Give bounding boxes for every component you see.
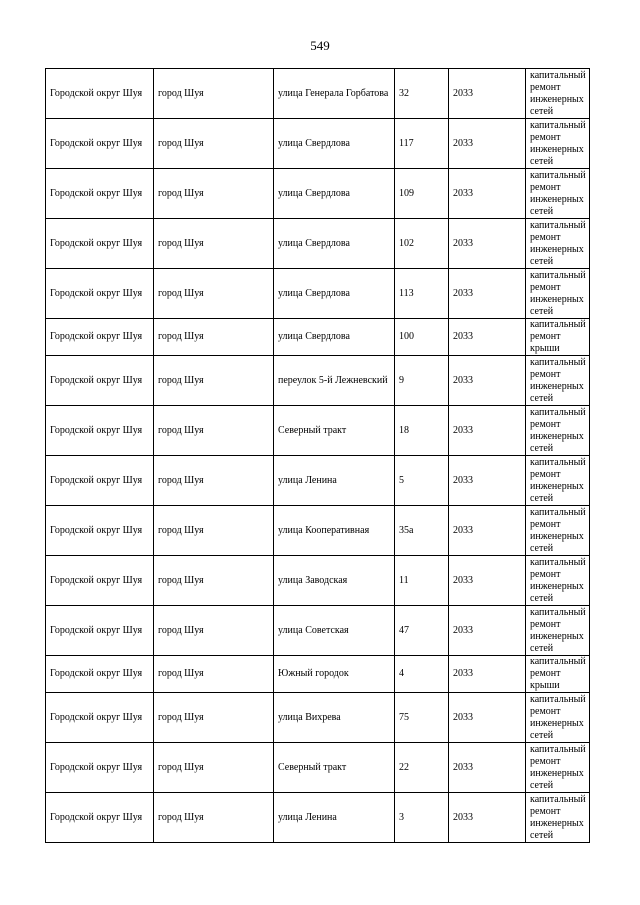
table-row	[46, 456, 590, 506]
work-type-cell: капитальный ремонт инженерных сетей	[526, 793, 590, 843]
district-cell: Городской округ Шуя	[46, 506, 154, 556]
city-cell: город Шуя	[154, 319, 274, 356]
city-cell: город Шуя	[154, 219, 274, 269]
year-cell: 2033	[449, 169, 526, 219]
table-row	[46, 119, 590, 169]
table-row	[46, 606, 590, 656]
city-cell: город Шуя	[154, 356, 274, 406]
district-cell: Городской округ Шуя	[46, 606, 154, 656]
work-type-cell: капитальный ремонт инженерных сетей	[526, 743, 590, 793]
table-row	[46, 406, 590, 456]
table-row	[46, 793, 590, 843]
year-cell: 2033	[449, 219, 526, 269]
district-cell: Городской округ Шуя	[46, 219, 154, 269]
city-cell: город Шуя	[154, 656, 274, 693]
repair-schedule-table	[45, 68, 590, 843]
year-cell: 2033	[449, 656, 526, 693]
street-cell: переулок 5-й Лежневский	[274, 356, 395, 406]
year-cell: 2033	[449, 556, 526, 606]
city-cell: город Шуя	[154, 269, 274, 319]
work-type-cell: капитальный ремонт инженерных сетей	[526, 506, 590, 556]
table-row	[46, 219, 590, 269]
work-type-cell: капитальный ремонт инженерных сетей	[526, 693, 590, 743]
district-cell: Городской округ Шуя	[46, 693, 154, 743]
work-type-cell: капитальный ремонт инженерных сетей	[526, 119, 590, 169]
year-cell: 2033	[449, 693, 526, 743]
year-cell: 2033	[449, 456, 526, 506]
city-cell: город Шуя	[154, 556, 274, 606]
house-cell: 3	[395, 793, 449, 843]
work-type-cell: капитальный ремонт инженерных сетей	[526, 219, 590, 269]
district-cell: Городской округ Шуя	[46, 356, 154, 406]
city-cell: город Шуя	[154, 506, 274, 556]
district-cell: Городской округ Шуя	[46, 743, 154, 793]
house-cell: 22	[395, 743, 449, 793]
street-cell: улица Свердлова	[274, 319, 395, 356]
house-cell: 5	[395, 456, 449, 506]
street-cell: Южный городок	[274, 656, 395, 693]
street-cell: улица Вихрева	[274, 693, 395, 743]
year-cell: 2033	[449, 356, 526, 406]
table-body	[46, 69, 590, 843]
district-cell: Городской округ Шуя	[46, 169, 154, 219]
city-cell: город Шуя	[154, 743, 274, 793]
house-cell: 32	[395, 69, 449, 119]
year-cell: 2033	[449, 606, 526, 656]
year-cell: 2033	[449, 406, 526, 456]
year-cell: 2033	[449, 269, 526, 319]
house-cell: 35а	[395, 506, 449, 556]
city-cell: город Шуя	[154, 119, 274, 169]
district-cell: Городской округ Шуя	[46, 119, 154, 169]
house-cell: 11	[395, 556, 449, 606]
street-cell: улица Советская	[274, 606, 395, 656]
house-cell: 113	[395, 269, 449, 319]
year-cell: 2033	[449, 319, 526, 356]
city-cell: город Шуя	[154, 606, 274, 656]
street-cell: улица Генерала Горбатова	[274, 69, 395, 119]
house-cell: 18	[395, 406, 449, 456]
house-cell: 100	[395, 319, 449, 356]
city-cell: город Шуя	[154, 793, 274, 843]
table-row	[46, 743, 590, 793]
city-cell: город Шуя	[154, 169, 274, 219]
street-cell: улица Свердлова	[274, 219, 395, 269]
work-type-cell: капитальный ремонт инженерных сетей	[526, 456, 590, 506]
work-type-cell: капитальный ремонт инженерных сетей	[526, 606, 590, 656]
table-row	[46, 269, 590, 319]
house-cell: 4	[395, 656, 449, 693]
street-cell: улица Свердлова	[274, 269, 395, 319]
work-type-cell: капитальный ремонт инженерных сетей	[526, 356, 590, 406]
year-cell: 2033	[449, 69, 526, 119]
house-cell: 102	[395, 219, 449, 269]
table-row	[46, 656, 590, 693]
work-type-cell: капитальный ремонт инженерных сетей	[526, 406, 590, 456]
page-number: 549	[310, 38, 330, 53]
table-row	[46, 356, 590, 406]
street-cell: улица Заводская	[274, 556, 395, 606]
work-type-cell: капитальный ремонт инженерных сетей	[526, 69, 590, 119]
district-cell: Городской округ Шуя	[46, 556, 154, 606]
work-type-cell: капитальный ремонт крыши	[526, 319, 590, 356]
house-cell: 9	[395, 356, 449, 406]
table-row	[46, 69, 590, 119]
table-row	[46, 693, 590, 743]
city-cell: город Шуя	[154, 69, 274, 119]
table-row	[46, 506, 590, 556]
city-cell: город Шуя	[154, 456, 274, 506]
house-cell: 75	[395, 693, 449, 743]
street-cell: улица Кооперативная	[274, 506, 395, 556]
street-cell: улица Ленина	[274, 793, 395, 843]
table-row	[46, 319, 590, 356]
house-cell: 47	[395, 606, 449, 656]
work-type-cell: капитальный ремонт крыши	[526, 656, 590, 693]
street-cell: улица Свердлова	[274, 119, 395, 169]
district-cell: Городской округ Шуя	[46, 319, 154, 356]
house-cell: 109	[395, 169, 449, 219]
city-cell: город Шуя	[154, 693, 274, 743]
house-cell: 117	[395, 119, 449, 169]
street-cell: Северный тракт	[274, 743, 395, 793]
district-cell: Городской округ Шуя	[46, 456, 154, 506]
year-cell: 2033	[449, 119, 526, 169]
year-cell: 2033	[449, 793, 526, 843]
street-cell: улица Свердлова	[274, 169, 395, 219]
street-cell: улица Ленина	[274, 456, 395, 506]
district-cell: Городской округ Шуя	[46, 406, 154, 456]
work-type-cell: капитальный ремонт инженерных сетей	[526, 269, 590, 319]
table-row	[46, 556, 590, 606]
district-cell: Городской округ Шуя	[46, 793, 154, 843]
year-cell: 2033	[449, 743, 526, 793]
table-row	[46, 169, 590, 219]
street-cell: Северный тракт	[274, 406, 395, 456]
work-type-cell: капитальный ремонт инженерных сетей	[526, 556, 590, 606]
district-cell: Городской округ Шуя	[46, 69, 154, 119]
district-cell: Городской округ Шуя	[46, 269, 154, 319]
district-cell: Городской округ Шуя	[46, 656, 154, 693]
year-cell: 2033	[449, 506, 526, 556]
city-cell: город Шуя	[154, 406, 274, 456]
work-type-cell: капитальный ремонт инженерных сетей	[526, 169, 590, 219]
